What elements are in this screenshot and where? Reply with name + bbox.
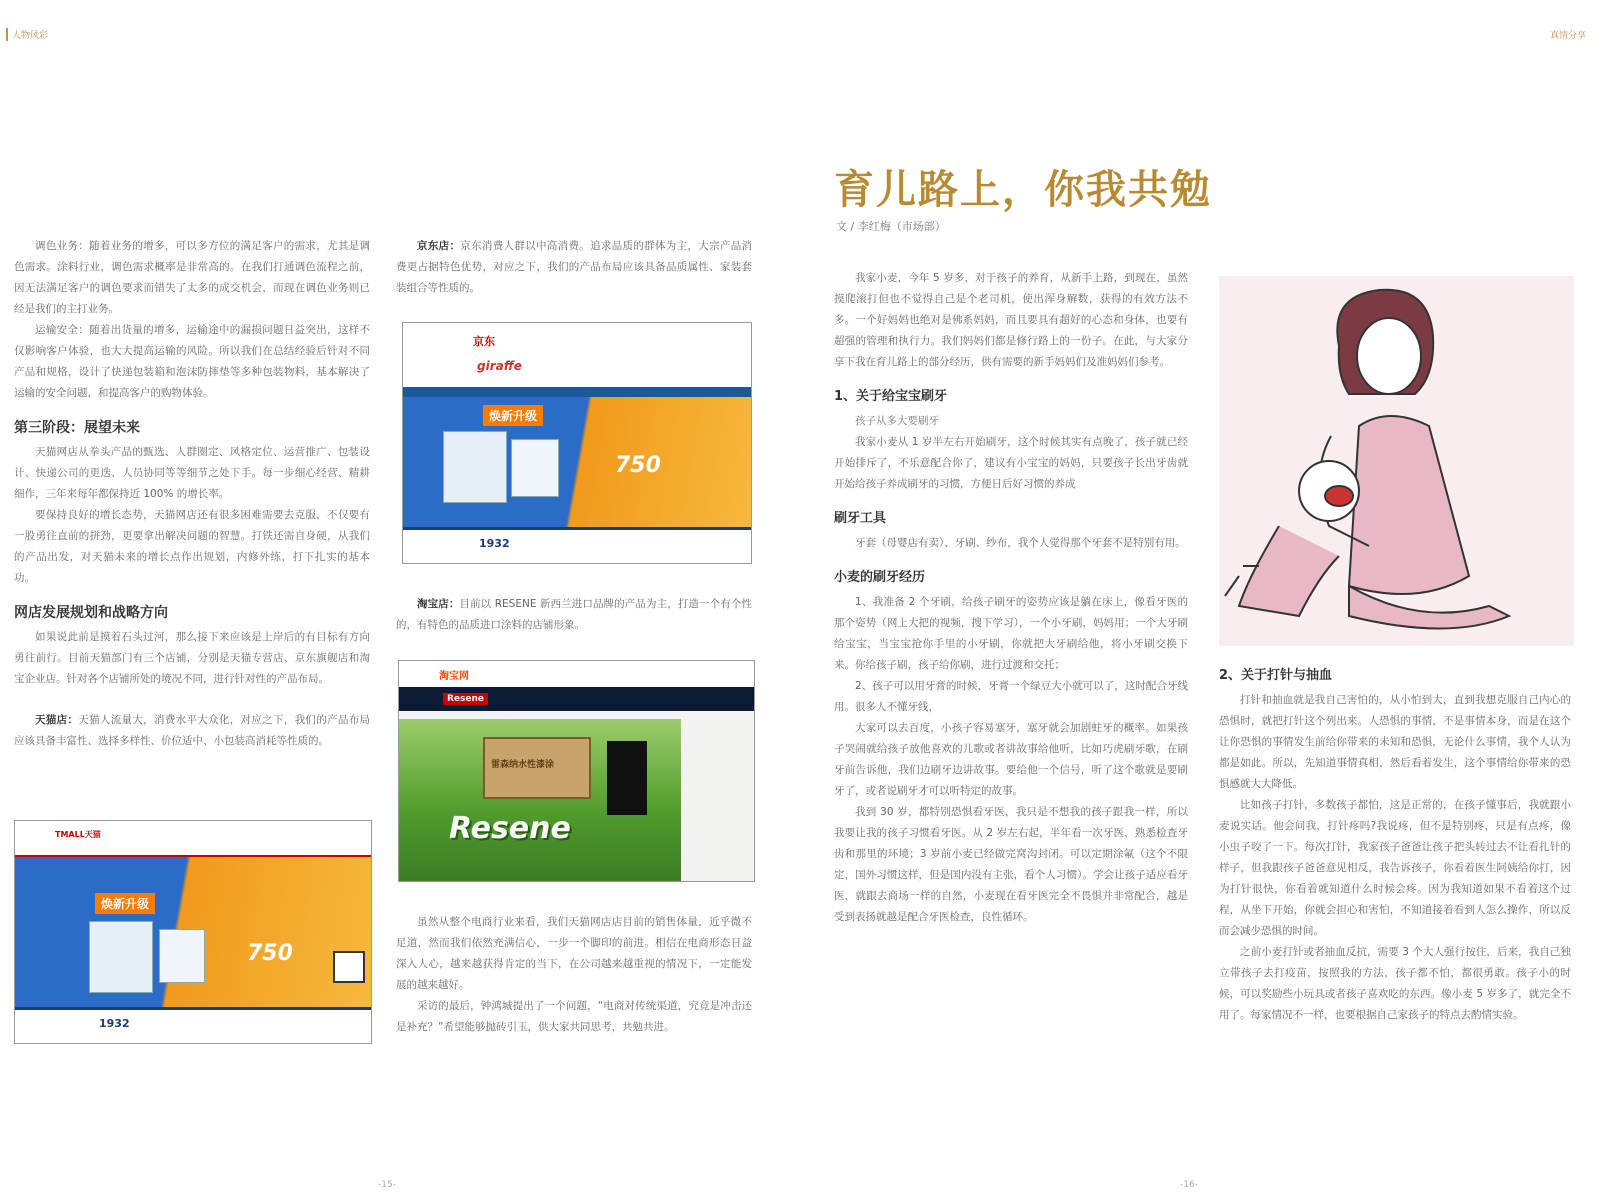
mother-child-illustration — [1219, 276, 1574, 646]
paragraph: 要保持良好的增长态势，天猫网店还有很多困难需要去克服，不仅要有一股勇往直前的拼劲，更要拿出解决问题的智慧。打铁还需自身硬，从我们的产品出发，对天猫未来的增长点作出规划，内修外练，打下扎实的基本功。 — [14, 509, 370, 584]
byline: 文 / 李红梅（市场部） — [836, 220, 946, 233]
paragraph — [14, 710, 370, 752]
paragraph: 打针和抽血就是我自己害怕的，从小怕到大，直到我想克服自己内心的恐惧时，就把打针这个列出来。人恐惧的事情，不是事情本身，而是在这个让你恐惧的事情发生前给你带来的未知和恐惧，无论什么事情，我个人认为都是如此。所以，先知道事情真相，然后看着发生，这个事情给你带来的恐惧感就大大降低。 — [1219, 694, 1571, 790]
brand-logo: Resene — [443, 693, 488, 705]
paragraph — [396, 236, 752, 299]
section-heading: 网店发展规划和战略方向 — [14, 605, 168, 621]
paragraph: 大家可以去百度，小孩子容易塞牙，塞牙就会加剧蛀牙的概率。如果孩子哭闹就给孩子放他喜欢的儿歌或者讲故事给他听，比如巧虎刷牙歌，在刷牙前告诉他，我们边刷牙边讲故事。要给他一个信号，听了这个歌就是要刷牙了，或者说刷牙才可以听特定的故事。 — [834, 722, 1188, 797]
jd-store-screenshot — [402, 322, 752, 564]
product-can — [89, 921, 153, 993]
brand-grass-text: Resene — [449, 811, 571, 846]
site-logo: TMALL天猫 — [55, 830, 101, 839]
banner-text: 焕新升级 — [483, 405, 543, 426]
product-can — [159, 929, 205, 983]
tmall-store-screenshot — [14, 820, 372, 1044]
paragraph-text: 京东消费人群以中高消费。追求品质的群体为主，大宗产品消费更占据特色优势，对应之下，我们的产品布局应该具备品质属性、家装套装组合等性质的。 — [396, 240, 753, 294]
page-number: -16- — [1180, 1180, 1198, 1190]
paragraph: 虽然从整个电商行业来看，我们天猫网店店目前的销售体量，近乎微不足道，然而我们依然充满信心，一步一个脚印的前进。相信在电商形态日益深入人心，越来越获得肯定的当下，在公司越来越重视的情况下，一定能发展的越来越好。 — [396, 916, 752, 991]
paragraph: 调色业务：随着业务的增多，可以多方位的满足客户的需求，尤其是调色需求。涂料行业，调色需求概率是非常高的。在我们打通调色流程之前，因无法满足客户的调色要求而错失了太多的成交机会，而现在调色业务则已经是我们的主打业务。 — [14, 240, 370, 315]
store-label: 京东店： — [417, 240, 461, 252]
paragraph: 采访的最后，钟鸿城提出了一个问题，“电商对传统渠道，究竟是冲击还是补充？”希望能够抛砖引玉，供大家共同思考，共勉共进。 — [396, 1000, 752, 1033]
paragraph: 运输安全：随着出货量的增多，运输途中的漏损问题日益突出，这样不仅影响客户体验，也大大提高运输的风险。所以我们在总结经验后针对不同产品和规格，设计了快递包装箱和泡沫防摔垫等多种包装物料，基本解决了运输的安全问题，和提高客户的购物体验。 — [14, 324, 370, 399]
paragraph: 比如孩子打针，多数孩子都怕，这是正常的，在孩子懂事后，我就跟小麦说实话。他会问我，打针疼吗?我说疼，但不是特别疼，只是有点疼，像小虫子咬了一下。每次打针，我家孩子爸爸让孩子把头转过去不让看扎针的样子，但我跟孩子爸爸意见相反，我告诉孩子，你看着医生阿姨给你打，因为打针很快，你看着就知道什么时候会疼。因为我知道如果不看着这个过程，从坐下开始，你就会担心和害怕，不知道接着看到人怎么操作，所以反而会减少恐惧的时间。 — [1219, 799, 1571, 937]
qr-code-icon — [333, 951, 365, 983]
taobao-store-screenshot — [398, 660, 755, 882]
section-heading: 小麦的刷牙经历 — [834, 570, 926, 585]
site-logo: 京东 — [473, 335, 495, 348]
right-column-1 — [834, 268, 1188, 928]
painter-photo — [681, 719, 754, 881]
section-heading: 1、关于给宝宝刷牙 — [834, 389, 948, 404]
section-label-right: 真情分享 — [1549, 31, 1586, 41]
paragraph: 1、我准备 2 个牙刷，给孩子刷牙的姿势应该是躺在床上，像看牙医的那个姿势（网上大把的视频，搜下学习），一个小牙刷，妈妈用；一个大牙刷给宝宝，当宝宝抢你手里的小牙刷，你就把大牙刷给他，将小牙刷交换下来。你给孩子刷，孩子给你刷，进行过渡和交托； — [834, 596, 1188, 671]
subheading: 孩子从多大要刷牙 — [855, 415, 939, 427]
left-column-2-taobao — [396, 594, 752, 636]
paragraph: 我家小麦从 1 岁半左右开始刷牙，这个时候其实有点晚了，孩子就已经开始排斥了，不乐意配合你了，建议有小宝宝的妈妈，只要孩子长出牙齿就开始给孩子养成刷牙的习惯，方便日后好习惯的养成 — [834, 436, 1188, 490]
left-column-2-end — [396, 912, 752, 1038]
section-label-left: 人物风彩 — [6, 28, 48, 41]
paragraph: 如果说此前是摸着石头过河，那么接下来应该是上岸后的有目标有方向勇往前行。目前天猫部门有三个店铺，分别是天猫专营店、京东旗舰店和淘宝企业店。针对各个店铺所处的境况不同，进行针对性的产品布局。 — [14, 631, 370, 685]
paragraph: 我到 30 岁，都特别恐惧看牙医，我只是不想我的孩子跟我一样，所以我要让我的孩子习惯看牙医。从 2 岁左右起，半年看一次牙医，熟悉检查牙齿和那里的环境；3 岁前小麦已经做完窝沟封闭。可以定期涂氟（这个不限定，国外习惯这样，但是国内没有主张，看个人习惯）。学会让孩子适应看牙医，就跟去商场一样的自然，小麦现在看牙医完全不畏惧并非常配合，越是受到表扬就越是配合牙医检查，良性循环。 — [834, 806, 1188, 923]
section-heading: 第三阶段：展望未来 — [14, 420, 140, 436]
year-stamp: 1932 — [99, 1017, 130, 1030]
price-tag: 750 — [615, 453, 661, 478]
paragraph: 牙套（母婴店有卖）、牙刷、纱布，我个人觉得那个牙套不是特别有用。 — [855, 537, 1186, 549]
paragraph: 我家小麦，今年 5 岁多，对于孩子的养育，从新手上路，到现在，虽然摸爬滚打但也不觉得自己是个老司机，使出浑身解数，获得的有效方法不多。一个好妈妈也绝对是佛系妈妈，而且要具有超好的心态和身体，也要有超强的管理和执行力。我们妈妈们都是修行路上的一份子。在此，与大家分享下我在育儿路上的部分经历，供有需要的新手妈妈们及准妈妈们参考。 — [834, 272, 1188, 368]
brand-logo: giraffe — [477, 359, 522, 373]
left-column-1 — [14, 236, 370, 752]
paragraph-text: 目前以 RESENE 新西兰进口品牌的产品为主，打造一个有个性的，有特色的品质进口涂料的店铺形象。 — [396, 598, 752, 631]
paragraph: 之前小麦打针或者抽血反抗，需要 3 个大人强行按住，后来，我自己独立带孩子去打疫苗，按照我的方法，孩子都不怕，都很勇敢。孩子小的时候，可以奖励些小玩具或者孩子喜欢吃的东西。像小麦 5 岁多了，就完全不用了。每家情况不一样，也要根据自己家孩子的特点去酌情实验。 — [1219, 946, 1571, 1021]
paragraph: 天猫网店从拳头产品的甄选、人群圈定、风格定位、运营推广、包装设计、快递公司的更迭、人员协同等等细节之处下手。每一步细心经营、精耕细作，三年来每年都保持近 100% 的增长率。 — [14, 446, 370, 500]
price-tag: 750 — [247, 941, 293, 966]
paragraph: 2、孩子可以用牙膏的时候，牙膏一个绿豆大小就可以了，这时配合牙线用。很多人不懂牙线， — [834, 680, 1188, 713]
store-label: 天猫店： — [35, 714, 79, 726]
paragraph-text: 天猫人流量大，消费水平大众化，对应之下，我们的产品布局应该具备丰富性、选择多样性、价位适中、小包装高消耗等性质的。 — [14, 714, 371, 747]
product-can — [443, 431, 507, 503]
site-logo: 淘宝网 — [439, 671, 469, 682]
banner-text: 焕新升级 — [95, 893, 155, 914]
section-heading: 刷牙工具 — [834, 511, 887, 526]
product-can — [607, 741, 647, 815]
sign-text: 雷森纳水性漆涂 — [491, 760, 555, 770]
store-label: 淘宝店： — [417, 598, 460, 610]
section-heading: 2、关于打针与抽血 — [1219, 668, 1333, 683]
illustration-drawing — [1219, 276, 1574, 646]
article-title: 育儿路上，你我共勉 — [834, 167, 1212, 213]
paragraph — [396, 594, 752, 636]
left-column-2 — [396, 236, 752, 299]
product-can — [511, 439, 559, 497]
year-stamp: 1932 — [479, 537, 510, 550]
page-number: -15- — [378, 1180, 396, 1190]
right-column-2 — [1219, 666, 1571, 1026]
